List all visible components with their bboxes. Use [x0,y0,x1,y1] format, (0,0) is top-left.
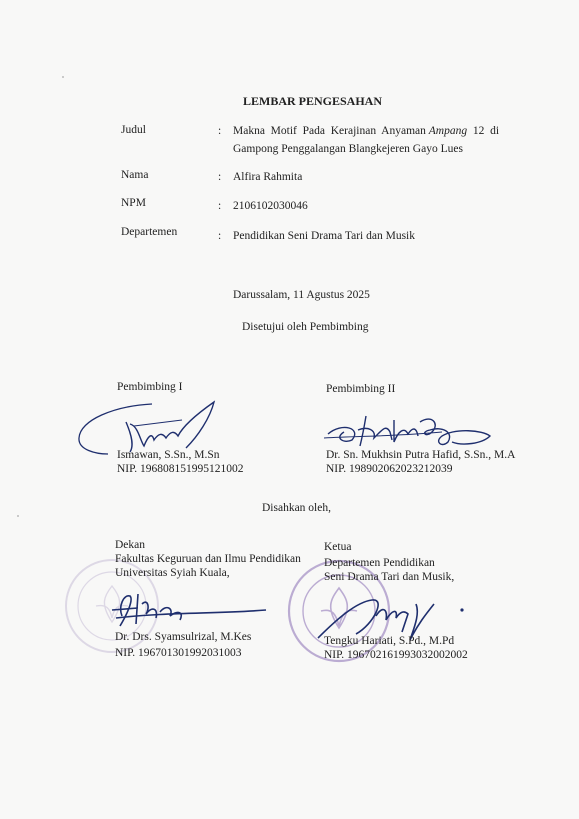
supervisor1-name: Ismawan, S.Sn., M.Sn [117,449,220,461]
dean-org-line2: Universitas Syiah Kuala, [115,567,230,579]
place-date: Darussalam, 11 Agustus 2025 [233,289,370,301]
field-value-judul-line1: Makna Motif Pada Kerajinan Anyaman Ampang 12 di [233,125,500,137]
field-colon: : [218,230,222,242]
field-label-departemen: Departemen [121,226,178,238]
field-value-nama: Alfira Rahmita [233,171,303,183]
field-colon: : [218,200,222,212]
field-label-judul: Judul [121,124,146,136]
scan-speck [17,515,19,517]
approved-by-heading: Disetujui oleh Pembimbing [242,321,369,333]
field-value-npm: 2106102030046 [233,200,308,212]
field-label-nama: Nama [121,169,149,181]
head-org-line2: Seni Drama Tari dan Musik, [324,571,455,583]
field-value-judul-line2: Gampong Penggalangan Blangkejeren Gayo Lues [233,143,463,155]
dean-name: Dr. Drs. Syamsulrizal, M.Kes [115,631,252,643]
supervisor2-nip: NIP. 198902062023212039 [326,463,453,475]
field-label-npm: NPM [121,197,146,209]
head-org-line1: Departemen Pendidikan [324,557,435,569]
dean-role: Dekan [115,539,146,551]
scan-speck [62,76,64,78]
field-value-departemen: Pendidikan Seni Drama Tari dan Musik [233,230,415,242]
page-title: LEMBAR PENGESAHAN [243,94,383,108]
head-role: Ketua [324,541,352,553]
head-name: Tengku Hariati, S.Pd., M.Pd [324,635,455,647]
supervisor2-name: Dr. Sn. Mukhsin Putra Hafid, S.Sn., M.A [326,449,516,461]
supervisor1-role: Pembimbing I [117,381,183,393]
dean-org-line1: Fakultas Keguruan dan Ilmu Pendidikan [115,553,301,565]
supervisor2-signature-icon [322,402,494,452]
supervisor1-nip: NIP. 196808151995121002 [117,463,244,475]
field-colon: : [218,125,222,137]
field-colon: : [218,171,222,183]
dean-nip: NIP. 196701301992031003 [115,647,242,659]
ratified-by-heading: Disahkan oleh, [262,502,331,514]
supervisor2-role: Pembimbing II [326,383,396,395]
head-nip: NIP. 196702161993032002002 [324,649,468,661]
dean-signature-icon [108,586,268,632]
